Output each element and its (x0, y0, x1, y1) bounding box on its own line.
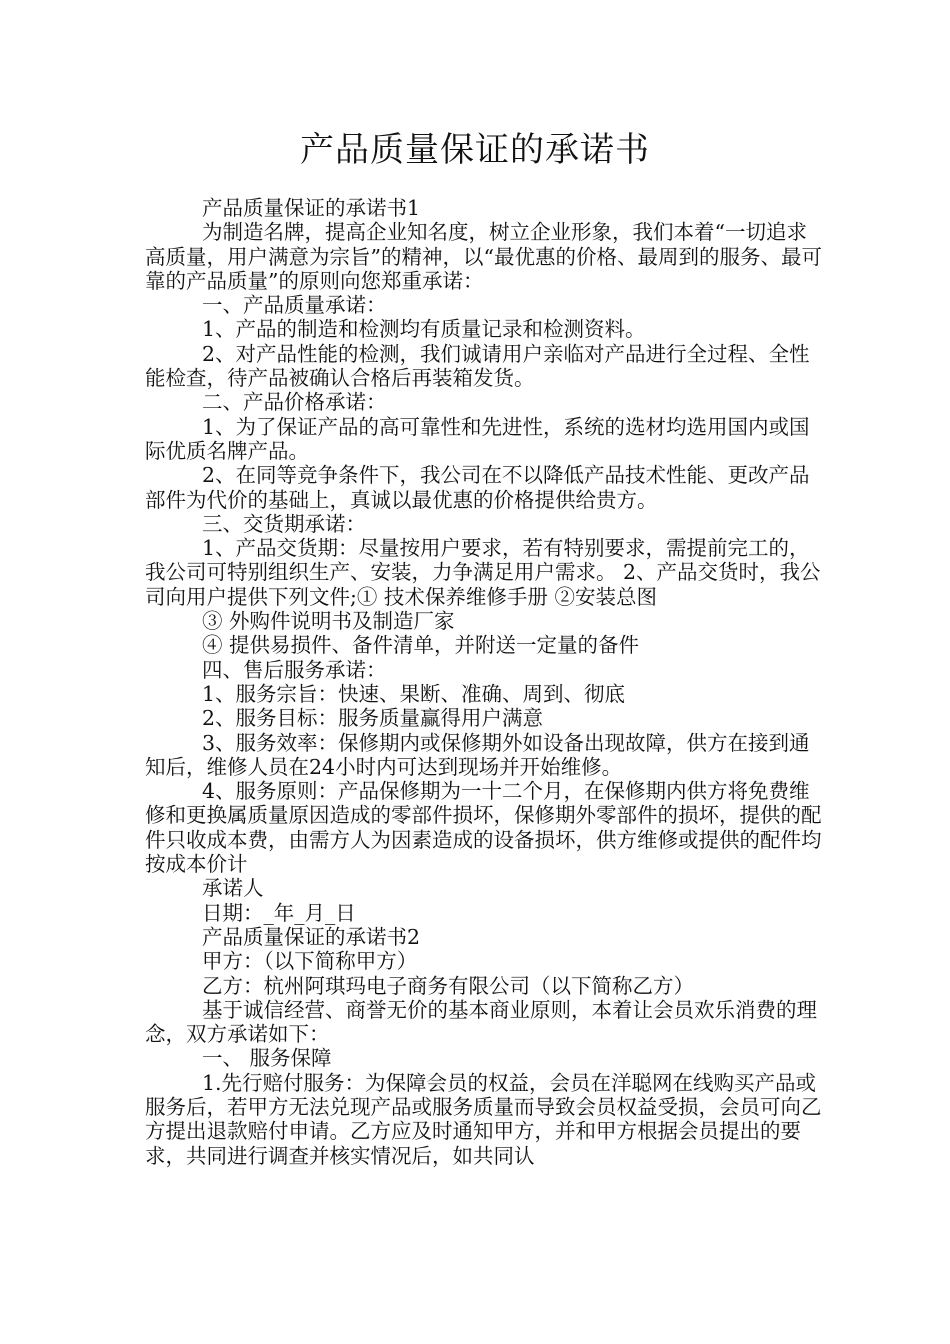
paragraph: 3、服务效率：保修期内或保修期外如设备出现故障，供方在接到通知后，维修人员在24小时内可达到现场并开始维修。 (145, 730, 810, 779)
paragraph: ④ 提供易损件、备件清单，并附送一定量的备件 (202, 633, 640, 658)
document-body (145, 196, 825, 1168)
paragraph: 4、服务原则：产品保修期为一十二个月，在保修期内供方将免费维修和更换属质量原因造成的零部件损坏，保修期外零部件的损坏，提供的配件只收成本费，由需方人为因素造成的设备损坏，供方维修或提供的配件均按成本价计 (145, 779, 822, 877)
document-title: 产品质量保证的承诺书 (300, 130, 650, 170)
paragraph: 甲方：（以下简称甲方） (202, 949, 418, 974)
paragraph: 乙方：杭州阿琪玛电子商务有限公司（以下简称乙方） (202, 973, 694, 998)
paragraph: ③ 外购件说明书及制造厂家 (202, 609, 455, 634)
paragraph: 一、 服务保障 (202, 1046, 332, 1071)
paragraph: 2、对产品性能的检测，我们诚请用户亲临对产品进行全过程、全性能检查，待产品被确认合格后再装箱发货。 (145, 341, 810, 391)
paragraph: 三、交货期承诺： (202, 511, 366, 536)
paragraph: 产品质量保证的承诺书2 (202, 924, 421, 949)
paragraph: 基于诚信经营、商誉无价的基本商业原则，本着让会员欢乐消费的理念，双方承诺如下： (145, 997, 817, 1047)
paragraph: 1.先行赔付服务：为保障会员的权益，会员在洋聪网在线购买产品或服务后，若甲方无法兑现产品或服务质量而导致会员权益受损，会员可向乙方提出退款赔付申请。乙方应及时通知甲方，并和甲方根据会员提出的要求，共同进行调查并核实情况后，如共同认 (145, 1070, 822, 1168)
paragraph: 1、产品的制造和检测均有质量记录和检测资料。 (202, 317, 646, 342)
paragraph: 四、售后服务承诺： (202, 657, 387, 682)
paragraph: 2、在同等竞争条件下，我公司在不以降低产品技术性能、更改产品部件为代价的基础上，真诚以最优惠的价格提供给贵方。 (145, 463, 810, 512)
paragraph: 1、产品交货期：尽量按用户要求，若有特别要求，需提前完工的，我公司可特别组织生产、安装，力争满足用户需求。 2、产品交货时，我公司向用户提供下列文件;① 技术保养维修手册 ②安装总图 (145, 536, 821, 609)
paragraph: 产品质量保证的承诺书1 (202, 196, 421, 220)
paragraph: 一、产品质量承诺： (202, 293, 387, 318)
paragraph: 二、产品价格承诺： (202, 390, 387, 415)
paragraph: 日期：_年_月_日 (202, 900, 356, 925)
paragraph: 1、服务宗旨：快速、果断、准确、周到、彻底 (202, 681, 626, 706)
paragraph: 承诺人 (202, 876, 264, 901)
paragraph: 2、服务目标：服务质量赢得用户满意 (202, 706, 544, 731)
paragraph: 1、为了保证产品的高可靠性和先进性，系统的选材均选用国内或国际优质名牌产品。 (145, 414, 810, 463)
paragraph: 为制造名牌，提高企业知名度，树立企业形象，我们本着“一切追求高质量，用户满意为宗旨”的精神，以“最优惠的价格、最周到的服务、最可靠的产品质量”的原则向您郑重承诺： (145, 220, 822, 293)
